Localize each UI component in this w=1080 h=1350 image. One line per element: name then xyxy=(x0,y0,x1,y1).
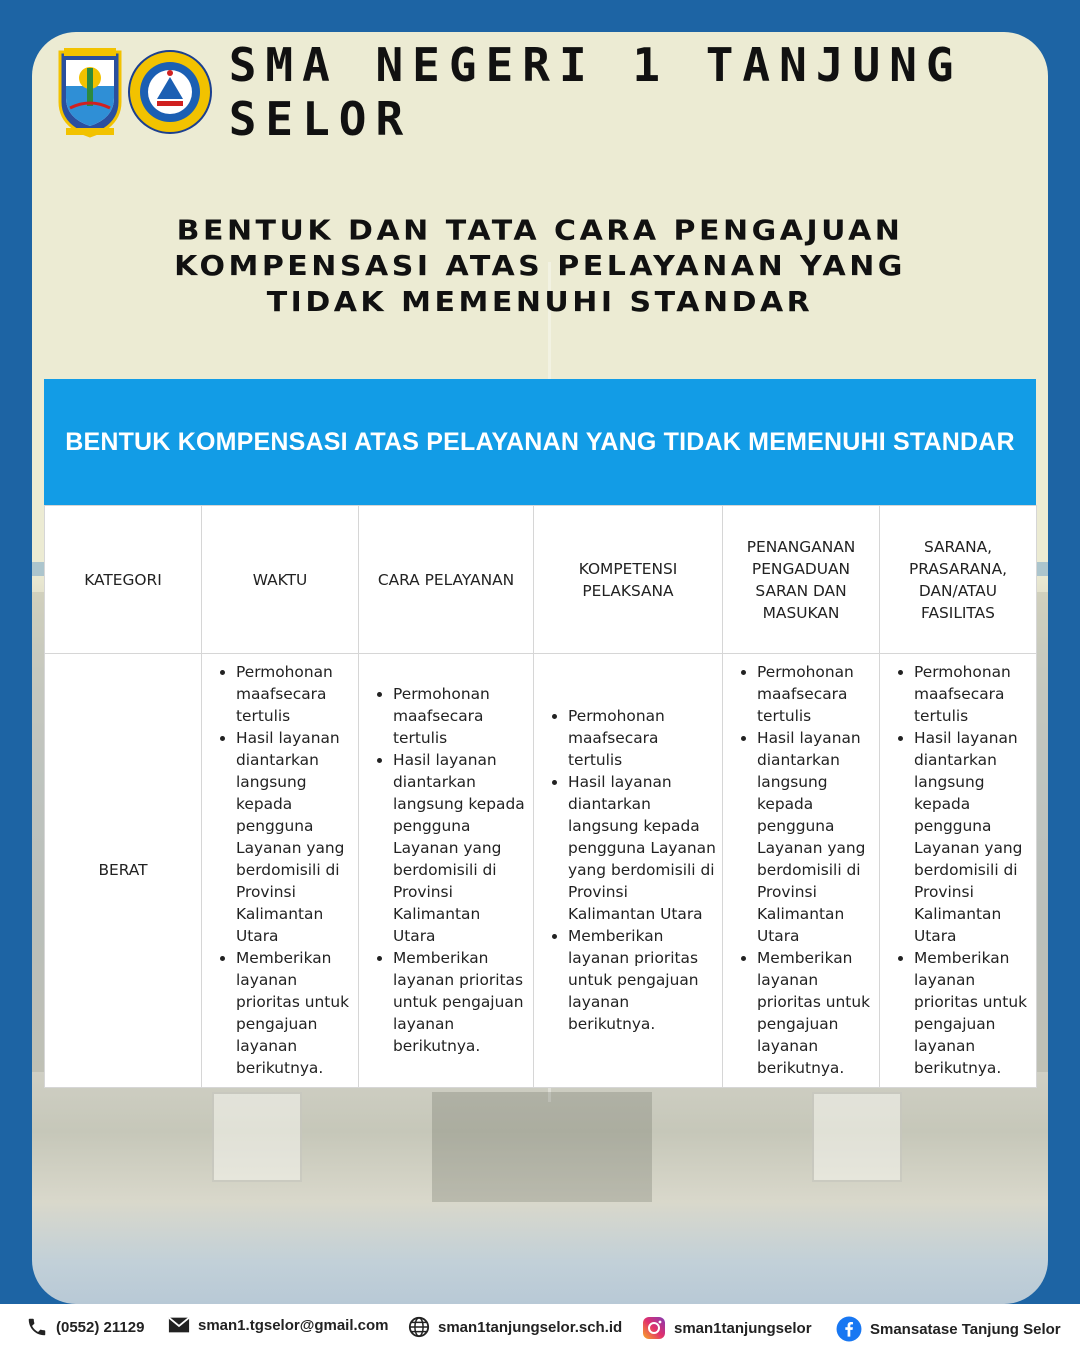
footer-phone-text: (0552) 21129 xyxy=(56,1318,145,1336)
list-item: Permohonan maafsecara tertulis xyxy=(757,661,873,727)
bullet-list xyxy=(540,705,716,1035)
page-title-line-3: TIDAK MEMENUHI STANDAR xyxy=(266,286,814,319)
header-sarana-prasarana: SARANA, PRASARANA, DAN/ATAU FASILITAS xyxy=(880,506,1037,654)
cell-penanganan-pengaduan xyxy=(723,654,880,1088)
province-emblem-logo xyxy=(56,42,125,142)
list-item: Permohonan maafsecara tertulis xyxy=(568,705,716,771)
list-item: Permohonan maafsecara tertulis xyxy=(393,683,527,749)
header-kategori: KATEGORI xyxy=(45,506,202,654)
cell-sarana-prasarana xyxy=(880,654,1037,1088)
instagram-icon xyxy=(642,1316,666,1340)
page-title xyxy=(62,213,1018,321)
cell-waktu xyxy=(202,654,359,1088)
bullet-list xyxy=(365,683,527,1057)
facebook-icon xyxy=(836,1316,862,1342)
cell-category: BERAT xyxy=(45,654,202,1088)
footer-facebook-text: Smansatase Tanjung Selor xyxy=(870,1320,1061,1338)
phone-icon xyxy=(26,1316,48,1338)
cell-kompetensi-pelaksana xyxy=(534,654,723,1088)
list-item: Memberikan layanan prioritas untuk pengajuan layanan berikutnya. xyxy=(757,947,873,1079)
footer-instagram-text: sman1tanjungselor xyxy=(674,1319,812,1337)
bullet-list xyxy=(208,661,352,1079)
footer-instagram[interactable] xyxy=(642,1316,812,1340)
compensation-table-panel xyxy=(44,379,1036,1088)
cell-cara-pelayanan xyxy=(359,654,534,1088)
table-row xyxy=(45,654,1037,1088)
background-window-right xyxy=(812,1092,902,1182)
footer-phone[interactable] xyxy=(26,1316,144,1338)
globe-icon xyxy=(408,1316,430,1338)
header-waktu: WAKTU xyxy=(202,506,359,654)
header xyxy=(56,38,1048,146)
header-kompetensi-pelaksana: KOMPETENSI PELAKSANA xyxy=(534,506,723,654)
bullet-list xyxy=(886,661,1030,1079)
list-item: Memberikan layanan prioritas untuk pengajuan layanan berikutnya. xyxy=(393,947,527,1057)
content-card xyxy=(32,32,1048,1304)
list-item: Hasil layanan diantarkan langsung kepada pengguna Layanan yang berdomisili di Provinsi Kalimantan Utara xyxy=(757,727,873,947)
bullet-list xyxy=(729,661,873,1079)
school-logo xyxy=(127,42,213,142)
table-header-row xyxy=(45,506,1037,654)
page-title-line-1: BENTUK DAN TATA CARA PENGAJUAN xyxy=(176,214,904,247)
footer-facebook[interactable] xyxy=(836,1316,1061,1342)
compensation-table xyxy=(44,505,1037,1088)
list-item: Memberikan layanan prioritas untuk pengajuan layanan berikutnya. xyxy=(914,947,1030,1079)
table-title: BENTUK KOMPENSASI ATAS PELAYANAN YANG TIDAK MEMENUHI STANDAR xyxy=(44,379,1036,505)
background-doorway xyxy=(432,1092,652,1202)
list-item: Hasil layanan diantarkan langsung kepada pengguna Layanan yang berdomisili di Provinsi Kalimantan Utara xyxy=(568,772,716,923)
list-item: Memberikan layanan prioritas untuk pengajuan layanan berikutnya. xyxy=(236,947,352,1079)
header-penanganan-pengaduan: PENANGANAN PENGADUAN SARAN DAN MASUKAN xyxy=(723,506,880,654)
list-item: Hasil layanan diantarkan langsung kepada pengguna Layanan yang berdomisili di Provinsi Kalimantan Utara xyxy=(236,727,352,947)
footer-email-text: sman1.tgselor@gmail.com xyxy=(198,1316,389,1334)
list-item: Hasil layanan diantarkan langsung kepada pengguna Layanan yang berdomisili di Provinsi Kalimantan Utara xyxy=(914,727,1030,947)
background-window-left xyxy=(212,1092,302,1182)
footer-website-text: sman1tanjungselor.sch.id xyxy=(438,1318,623,1336)
list-item: Memberikan layanan prioritas untuk pengajuan layanan berikutnya. xyxy=(568,925,716,1035)
footer-email[interactable] xyxy=(168,1316,389,1334)
list-item: Permohonan maafsecara tertulis xyxy=(914,661,1030,727)
school-name: SMA NEGERI 1 TANJUNG SELOR xyxy=(228,38,963,146)
contact-footer xyxy=(0,1304,1080,1350)
mail-icon xyxy=(168,1316,190,1334)
list-item: Hasil layanan diantarkan langsung kepada pengguna Layanan yang berdomisili di Provinsi Kalimantan Utara xyxy=(393,749,527,947)
footer-website[interactable] xyxy=(408,1316,622,1338)
list-item: Permohonan maafsecara tertulis xyxy=(236,661,352,727)
page-title-line-2: KOMPENSASI ATAS PELAYANAN YANG xyxy=(174,250,906,283)
header-cara-pelayanan: CARA PELAYANAN xyxy=(359,506,534,654)
